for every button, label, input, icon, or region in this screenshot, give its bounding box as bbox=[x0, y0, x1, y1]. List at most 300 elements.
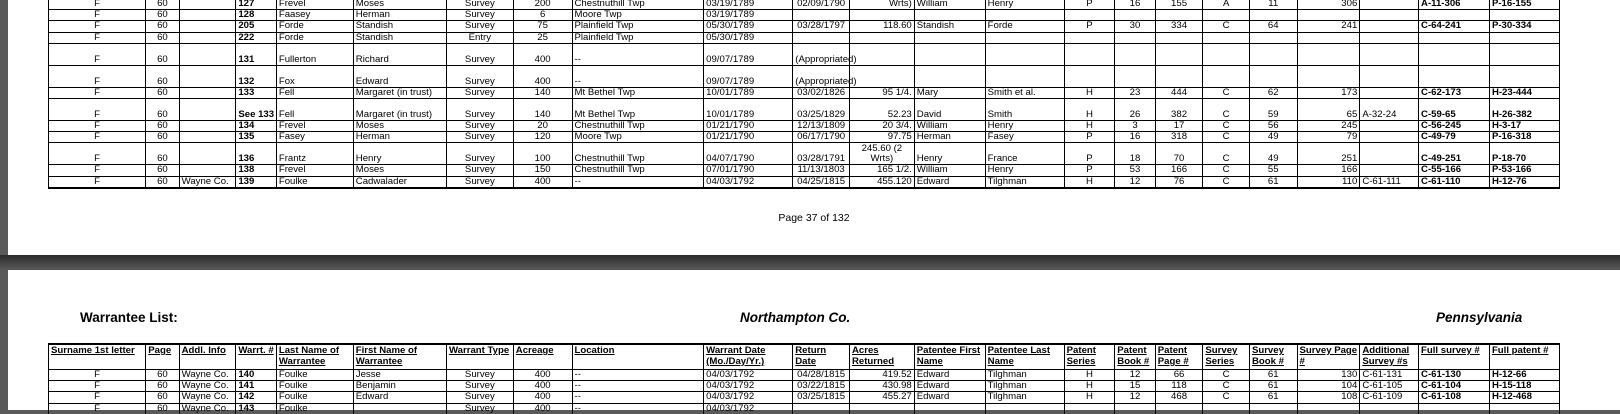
header-full-patent: Full patent # bbox=[1489, 344, 1559, 370]
cell-survey-series: C bbox=[1203, 381, 1250, 392]
cell-survey-page: 173 bbox=[1297, 87, 1360, 98]
cell-patentee-first bbox=[914, 10, 985, 21]
cell-full-patent bbox=[1489, 403, 1559, 414]
cell-survey-series bbox=[1203, 65, 1250, 87]
cell-patent-series: P bbox=[1064, 21, 1115, 32]
cell-first-name: Edward bbox=[353, 392, 446, 403]
cell-acres-returned: 118.60 bbox=[849, 21, 914, 32]
cell-return-date bbox=[793, 10, 850, 21]
cell-patentee-first: Edward bbox=[914, 381, 985, 392]
cell-return-date: 03/25/1815 bbox=[793, 392, 850, 403]
header-full-survey: Full survey # bbox=[1419, 344, 1490, 370]
cell-survey-series bbox=[1203, 43, 1250, 65]
table-row bbox=[49, 381, 1560, 392]
cell-acres-returned: 455.27 bbox=[849, 392, 914, 403]
cell-full-patent: H-26-382 bbox=[1489, 99, 1559, 121]
cell-return-date: 11/13/1803 bbox=[793, 165, 850, 176]
cell-warrant-date: 04/07/1790 bbox=[704, 143, 793, 165]
cell-warrant-number: 141 bbox=[236, 381, 277, 392]
cell-return-date: 02/09/1790 bbox=[793, 0, 850, 10]
cell-patentee-first bbox=[914, 65, 985, 87]
cell-addl-info: Wayne Co. bbox=[179, 403, 236, 414]
cell-patentee-first: William bbox=[914, 165, 985, 176]
cell-addl-info bbox=[179, 65, 236, 87]
table-row bbox=[49, 87, 1560, 98]
cell-return-date: 03/28/1797 bbox=[793, 21, 850, 32]
cell-survey-page: 104 bbox=[1297, 381, 1360, 392]
cell-patentee-first: William bbox=[914, 0, 985, 10]
cell-last-name: Fox bbox=[276, 65, 353, 87]
cell-first-name: Moses bbox=[353, 121, 446, 132]
cell-patent-book: 18 bbox=[1115, 143, 1156, 165]
header-warrant-date: Warrant Date (Mo./Day/Yr.) bbox=[704, 344, 793, 370]
cell-acreage: 20 bbox=[513, 121, 572, 132]
cell-return-date: 03/22/1815 bbox=[793, 381, 850, 392]
warrantee-table-page-38 bbox=[48, 343, 1560, 414]
cell-acreage: 400 bbox=[513, 176, 572, 188]
cell-location: Moore Twp bbox=[572, 132, 704, 143]
cell-survey-page: 79 bbox=[1297, 132, 1360, 143]
cell-page: 60 bbox=[146, 0, 179, 10]
cell-addl-info: Wayne Co. bbox=[179, 381, 236, 392]
cell-location: -- bbox=[572, 65, 704, 87]
cell-acres-returned bbox=[849, 403, 914, 414]
state-title: Pennsylvania bbox=[1436, 310, 1523, 325]
cell-survey-series: C bbox=[1203, 176, 1250, 188]
cell-patentee-last: Tilghman bbox=[985, 392, 1064, 403]
cell-acres-returned: 245.60 (2 Wrts) bbox=[849, 143, 914, 165]
cell-first-name: Standish bbox=[353, 21, 446, 32]
cell-full-patent: P-18-70 bbox=[1489, 143, 1559, 165]
cell-acreage: 400 bbox=[513, 65, 572, 87]
cell-survey-book: 11 bbox=[1249, 0, 1297, 10]
cell-warrant-date: 10/01/1789 bbox=[704, 99, 793, 121]
cell-survey-page: 166 bbox=[1297, 165, 1360, 176]
header-patent-book: Patent Book # bbox=[1115, 344, 1156, 370]
cell-warrant-date: 01/21/1790 bbox=[704, 121, 793, 132]
cell-acreage: 400 bbox=[513, 370, 572, 381]
cell-full-patent: H-12-76 bbox=[1489, 176, 1559, 188]
header-page: Page bbox=[146, 344, 179, 370]
cell-acres-returned: 95 1/4. bbox=[849, 87, 914, 98]
cell-surname-letter: F bbox=[49, 43, 146, 65]
cell-patentee-last: Tilghman bbox=[985, 176, 1064, 188]
cell-page: 60 bbox=[146, 32, 179, 43]
cell-last-name: Fullerton bbox=[276, 43, 353, 65]
cell-page: 60 bbox=[146, 370, 179, 381]
cell-last-name: Foulke bbox=[276, 176, 353, 188]
cell-page: 60 bbox=[146, 165, 179, 176]
cell-warrant-type: Survey bbox=[446, 370, 513, 381]
cell-patentee-last bbox=[985, 10, 1064, 21]
cell-location: -- bbox=[572, 370, 704, 381]
cell-patent-page: 66 bbox=[1155, 370, 1203, 381]
table-row bbox=[49, 121, 1560, 132]
cell-surname-letter: F bbox=[49, 165, 146, 176]
cell-last-name: Foulke bbox=[276, 403, 353, 414]
cell-first-name: Jesse bbox=[353, 370, 446, 381]
cell-location: -- bbox=[572, 403, 704, 414]
cell-location: Plainfield Twp bbox=[572, 21, 704, 32]
cell-survey-book bbox=[1249, 10, 1297, 21]
cell-warrant-type: Survey bbox=[446, 10, 513, 21]
cell-warrant-date: 03/19/1789 bbox=[704, 0, 793, 10]
cell-patent-book bbox=[1115, 32, 1156, 43]
pdf-page-37 bbox=[8, 0, 1620, 255]
cell-full-survey: C-61-108 bbox=[1419, 392, 1490, 403]
cell-surname-letter: F bbox=[49, 87, 146, 98]
cell-warrant-type: Survey bbox=[446, 176, 513, 188]
cell-acres-returned: Wrts) bbox=[849, 0, 914, 10]
page-footer: Page 37 of 132 bbox=[778, 212, 850, 224]
cell-warrant-number: 135 bbox=[236, 132, 277, 143]
cell-surname-letter: F bbox=[49, 121, 146, 132]
cell-surname-letter: F bbox=[49, 403, 146, 414]
header-warrant-number: Warrt. # bbox=[236, 344, 277, 370]
cell-surname-letter: F bbox=[49, 0, 146, 10]
cell-acreage: 400 bbox=[513, 381, 572, 392]
cell-additional-survey: C-61-131 bbox=[1360, 370, 1419, 381]
cell-page: 60 bbox=[146, 143, 179, 165]
header-acreage: Acreage bbox=[513, 344, 572, 370]
cell-warrant-type: Entry bbox=[446, 32, 513, 43]
cell-additional-survey bbox=[1360, 32, 1419, 43]
cell-survey-book: 61 bbox=[1249, 370, 1297, 381]
table-row bbox=[49, 21, 1560, 32]
cell-return-date: 12/13/1809 bbox=[793, 121, 850, 132]
cell-patent-series: P bbox=[1064, 143, 1115, 165]
cell-survey-page: 130 bbox=[1297, 370, 1360, 381]
cell-last-name: Foulke bbox=[276, 370, 353, 381]
cell-last-name: Fell bbox=[276, 87, 353, 98]
cell-last-name: Foulke bbox=[276, 381, 353, 392]
cell-patent-series bbox=[1064, 32, 1115, 43]
cell-full-survey: C-61-110 bbox=[1419, 176, 1490, 188]
cell-first-name: Edward bbox=[353, 65, 446, 87]
cell-additional-survey bbox=[1360, 132, 1419, 143]
cell-warrant-type: Survey bbox=[446, 403, 513, 414]
cell-survey-book: 64 bbox=[1249, 21, 1297, 32]
cell-first-name: Moses bbox=[353, 0, 446, 10]
cell-patent-book: 15 bbox=[1115, 381, 1156, 392]
table-row bbox=[49, 176, 1560, 188]
cell-patent-series: H bbox=[1064, 392, 1115, 403]
cell-patentee-first: Edward bbox=[914, 176, 985, 188]
cell-patentee-first: William bbox=[914, 121, 985, 132]
cell-patentee-last: Henry bbox=[985, 121, 1064, 132]
cell-first-name: Richard bbox=[353, 43, 446, 65]
cell-patent-series: H bbox=[1064, 370, 1115, 381]
cell-patentee-last: Forde bbox=[985, 21, 1064, 32]
cell-warrant-type: Survey bbox=[446, 381, 513, 392]
cell-patentee-first: Henry bbox=[914, 143, 985, 165]
cell-page: 60 bbox=[146, 99, 179, 121]
cell-patent-page: 118 bbox=[1155, 381, 1203, 392]
cell-full-patent: H-3-17 bbox=[1489, 121, 1559, 132]
cell-acres-returned: 52.23 bbox=[849, 99, 914, 121]
cell-survey-page bbox=[1297, 65, 1360, 87]
cell-last-name: Frantz bbox=[276, 143, 353, 165]
cell-patent-series bbox=[1064, 65, 1115, 87]
table-row bbox=[49, 165, 1560, 176]
cell-full-survey bbox=[1419, 10, 1490, 21]
cell-survey-book bbox=[1249, 65, 1297, 87]
cell-acres-returned bbox=[849, 65, 914, 87]
cell-warrant-type: Survey bbox=[446, 165, 513, 176]
header-addl-info: Addl. Info bbox=[179, 344, 236, 370]
cell-warrant-number: 205 bbox=[236, 21, 277, 32]
cell-return-date: 04/25/1815 bbox=[793, 176, 850, 188]
cell-full-patent: H-23-444 bbox=[1489, 87, 1559, 98]
cell-survey-book: 62 bbox=[1249, 87, 1297, 98]
cell-first-name bbox=[353, 403, 446, 414]
cell-patent-series: P bbox=[1064, 165, 1115, 176]
cell-survey-page: 241 bbox=[1297, 21, 1360, 32]
cell-surname-letter: F bbox=[49, 99, 146, 121]
cell-patent-page bbox=[1155, 10, 1203, 21]
cell-first-name: Standish bbox=[353, 32, 446, 43]
cell-patent-book bbox=[1115, 43, 1156, 65]
cell-patent-book: 26 bbox=[1115, 99, 1156, 121]
cell-addl-info bbox=[179, 32, 236, 43]
cell-page: 60 bbox=[146, 65, 179, 87]
cell-survey-series: C bbox=[1203, 21, 1250, 32]
cell-patent-book: 30 bbox=[1115, 21, 1156, 32]
cell-full-patent: P-16-155 bbox=[1489, 0, 1559, 10]
table-row bbox=[49, 370, 1560, 381]
cell-patent-book: 16 bbox=[1115, 0, 1156, 10]
cell-additional-survey bbox=[1360, 403, 1419, 414]
cell-return-date: (Appropriated) bbox=[793, 65, 850, 87]
cell-survey-page bbox=[1297, 43, 1360, 65]
cell-warrant-number: 139 bbox=[236, 176, 277, 188]
cell-warrant-number: 133 bbox=[236, 87, 277, 98]
header-survey-book: Survey Book # bbox=[1249, 344, 1297, 370]
cell-addl-info bbox=[179, 10, 236, 21]
cell-patent-book: 53 bbox=[1115, 165, 1156, 176]
cell-patent-page: 166 bbox=[1155, 165, 1203, 176]
cell-surname-letter: F bbox=[49, 392, 146, 403]
header-survey-page: Survey Page # bbox=[1297, 344, 1360, 370]
cell-patentee-last bbox=[985, 65, 1064, 87]
cell-page: 60 bbox=[146, 381, 179, 392]
cell-warrant-number: 140 bbox=[236, 370, 277, 381]
cell-page: 60 bbox=[146, 403, 179, 414]
header-first-name: First Name of Warrantee bbox=[353, 344, 446, 370]
table-row bbox=[49, 132, 1560, 143]
cell-page: 60 bbox=[146, 132, 179, 143]
cell-full-patent: H-12-66 bbox=[1489, 370, 1559, 381]
cell-return-date bbox=[793, 403, 850, 414]
cell-location: Mt Bethel Twp bbox=[572, 99, 704, 121]
cell-surname-letter: F bbox=[49, 10, 146, 21]
cell-survey-series: C bbox=[1203, 143, 1250, 165]
cell-patent-page: 444 bbox=[1155, 87, 1203, 98]
cell-acreage: 400 bbox=[513, 403, 572, 414]
cell-addl-info bbox=[179, 143, 236, 165]
cell-survey-series: C bbox=[1203, 87, 1250, 98]
cell-last-name: Frevel bbox=[276, 0, 353, 10]
cell-addl-info bbox=[179, 0, 236, 10]
cell-last-name: Forde bbox=[276, 32, 353, 43]
cell-survey-page: 251 bbox=[1297, 143, 1360, 165]
cell-full-survey: C-49-251 bbox=[1419, 143, 1490, 165]
cell-acres-returned: 20 3/4. bbox=[849, 121, 914, 132]
cell-addl-info: Wayne Co. bbox=[179, 370, 236, 381]
cell-survey-series bbox=[1203, 10, 1250, 21]
cell-patent-series: H bbox=[1064, 176, 1115, 188]
cell-additional-survey bbox=[1360, 0, 1419, 10]
cell-addl-info: Wayne Co. bbox=[179, 176, 236, 188]
cell-warrant-number: 132 bbox=[236, 65, 277, 87]
cell-acreage: 140 bbox=[513, 99, 572, 121]
cell-full-patent bbox=[1489, 10, 1559, 21]
cell-additional-survey: C-61-105 bbox=[1360, 381, 1419, 392]
cell-full-patent: H-12-468 bbox=[1489, 392, 1559, 403]
cell-additional-survey: C-61-111 bbox=[1360, 176, 1419, 188]
cell-patentee-last bbox=[985, 403, 1064, 414]
cell-warrant-number: 134 bbox=[236, 121, 277, 132]
cell-patent-page: 76 bbox=[1155, 176, 1203, 188]
cell-first-name: Margaret (in trust) bbox=[353, 99, 446, 121]
cell-acreage: 6 bbox=[513, 10, 572, 21]
cell-warrant-type: Survey bbox=[446, 392, 513, 403]
cell-patent-page: 318 bbox=[1155, 132, 1203, 143]
cell-additional-survey bbox=[1360, 43, 1419, 65]
cell-acreage: 400 bbox=[513, 392, 572, 403]
cell-acreage: 400 bbox=[513, 43, 572, 65]
table-row bbox=[49, 99, 1560, 121]
cell-warrant-type: Survey bbox=[446, 121, 513, 132]
cell-patent-book bbox=[1115, 403, 1156, 414]
header-surname-letter: Surname 1st letter bbox=[49, 344, 146, 370]
cell-addl-info bbox=[179, 99, 236, 121]
cell-additional-survey bbox=[1360, 121, 1419, 132]
cell-patent-page bbox=[1155, 65, 1203, 87]
cell-surname-letter: F bbox=[49, 21, 146, 32]
cell-warrant-type: Survey bbox=[446, 87, 513, 98]
cell-return-date: (Appropriated) bbox=[793, 43, 850, 65]
cell-location: Chestnuthill Twp bbox=[572, 121, 704, 132]
cell-last-name: Frevel bbox=[276, 121, 353, 132]
cell-full-patent: H-15-118 bbox=[1489, 381, 1559, 392]
cell-patent-series: P bbox=[1064, 0, 1115, 10]
cell-patent-page: 17 bbox=[1155, 121, 1203, 132]
cell-return-date: 03/25/1829 bbox=[793, 99, 850, 121]
cell-warrant-type: Survey bbox=[446, 0, 513, 10]
cell-surname-letter: F bbox=[49, 143, 146, 165]
cell-warrant-number: See 133 bbox=[236, 99, 277, 121]
cell-survey-series bbox=[1203, 403, 1250, 414]
cell-last-name: Fell bbox=[276, 99, 353, 121]
cell-surname-letter: F bbox=[49, 65, 146, 87]
warrantee-table-page-37 bbox=[48, 0, 1560, 189]
cell-additional-survey bbox=[1360, 65, 1419, 87]
cell-patent-series bbox=[1064, 10, 1115, 21]
cell-addl-info bbox=[179, 165, 236, 176]
cell-warrant-type: Survey bbox=[446, 43, 513, 65]
cell-patent-book: 23 bbox=[1115, 87, 1156, 98]
cell-patentee-last: Smith bbox=[985, 99, 1064, 121]
cell-acreage: 150 bbox=[513, 165, 572, 176]
cell-page: 60 bbox=[146, 176, 179, 188]
cell-first-name: Herman bbox=[353, 10, 446, 21]
cell-location: Mt Bethel Twp bbox=[572, 87, 704, 98]
cell-location: -- bbox=[572, 392, 704, 403]
cell-survey-book: 59 bbox=[1249, 99, 1297, 121]
cell-patent-series: H bbox=[1064, 99, 1115, 121]
cell-survey-series: A bbox=[1203, 0, 1250, 10]
header-return-date: Return Date bbox=[793, 344, 850, 370]
cell-patentee-last: Henry bbox=[985, 0, 1064, 10]
cell-patentee-first: Edward bbox=[914, 392, 985, 403]
cell-additional-survey bbox=[1360, 143, 1419, 165]
cell-last-name: Fasey bbox=[276, 132, 353, 143]
cell-page: 60 bbox=[146, 121, 179, 132]
cell-acres-returned: 97.75 bbox=[849, 132, 914, 143]
cell-patent-series bbox=[1064, 403, 1115, 414]
cell-full-survey: C-64-241 bbox=[1419, 21, 1490, 32]
cell-surname-letter: F bbox=[49, 176, 146, 188]
cell-survey-series: C bbox=[1203, 392, 1250, 403]
cell-patent-page bbox=[1155, 403, 1203, 414]
cell-warrant-number: 128 bbox=[236, 10, 277, 21]
cell-acreage: 120 bbox=[513, 132, 572, 143]
cell-warrant-date: 04/03/1792 bbox=[704, 403, 793, 414]
cell-additional-survey bbox=[1360, 165, 1419, 176]
cell-warrant-number: 127 bbox=[236, 0, 277, 10]
cell-location: Moore Twp bbox=[572, 10, 704, 21]
cell-patent-book: 16 bbox=[1115, 132, 1156, 143]
cell-survey-page bbox=[1297, 403, 1360, 414]
cell-full-survey bbox=[1419, 32, 1490, 43]
cell-additional-survey bbox=[1360, 21, 1419, 32]
cell-survey-series: C bbox=[1203, 165, 1250, 176]
cell-addl-info bbox=[179, 21, 236, 32]
header-additional-survey: Additional Survey #s bbox=[1360, 344, 1419, 370]
cell-survey-series: C bbox=[1203, 121, 1250, 132]
table-row bbox=[49, 65, 1560, 87]
cell-warrant-type: Survey bbox=[446, 132, 513, 143]
cell-additional-survey bbox=[1360, 10, 1419, 21]
cell-return-date: 04/28/1815 bbox=[793, 370, 850, 381]
cell-page: 60 bbox=[146, 21, 179, 32]
cell-full-patent bbox=[1489, 32, 1559, 43]
cell-warrant-number: 131 bbox=[236, 43, 277, 65]
cell-warrant-type: Survey bbox=[446, 65, 513, 87]
cell-patent-book: 3 bbox=[1115, 121, 1156, 132]
cell-location: -- bbox=[572, 43, 704, 65]
cell-patent-book bbox=[1115, 10, 1156, 21]
cell-full-patent: P-30-334 bbox=[1489, 21, 1559, 32]
pdf-page-38 bbox=[8, 270, 1620, 414]
cell-survey-series: C bbox=[1203, 99, 1250, 121]
header-acres-returned: Acres Returned bbox=[849, 344, 914, 370]
cell-full-survey: C-49-79 bbox=[1419, 132, 1490, 143]
cell-survey-page: 108 bbox=[1297, 392, 1360, 403]
cell-patentee-last: Tilghman bbox=[985, 370, 1064, 381]
cell-addl-info bbox=[179, 132, 236, 143]
cell-patentee-first: Standish bbox=[914, 21, 985, 32]
cell-return-date: 03/28/1791 bbox=[793, 143, 850, 165]
cell-last-name: Forde bbox=[276, 21, 353, 32]
cell-survey-series: C bbox=[1203, 132, 1250, 143]
cell-last-name: Frevel bbox=[276, 165, 353, 176]
cell-location: Plainfield Twp bbox=[572, 32, 704, 43]
cell-acres-returned: 419.52 bbox=[849, 370, 914, 381]
header-warrant-type: Warrant Type bbox=[446, 344, 513, 370]
cell-patentee-first bbox=[914, 403, 985, 414]
